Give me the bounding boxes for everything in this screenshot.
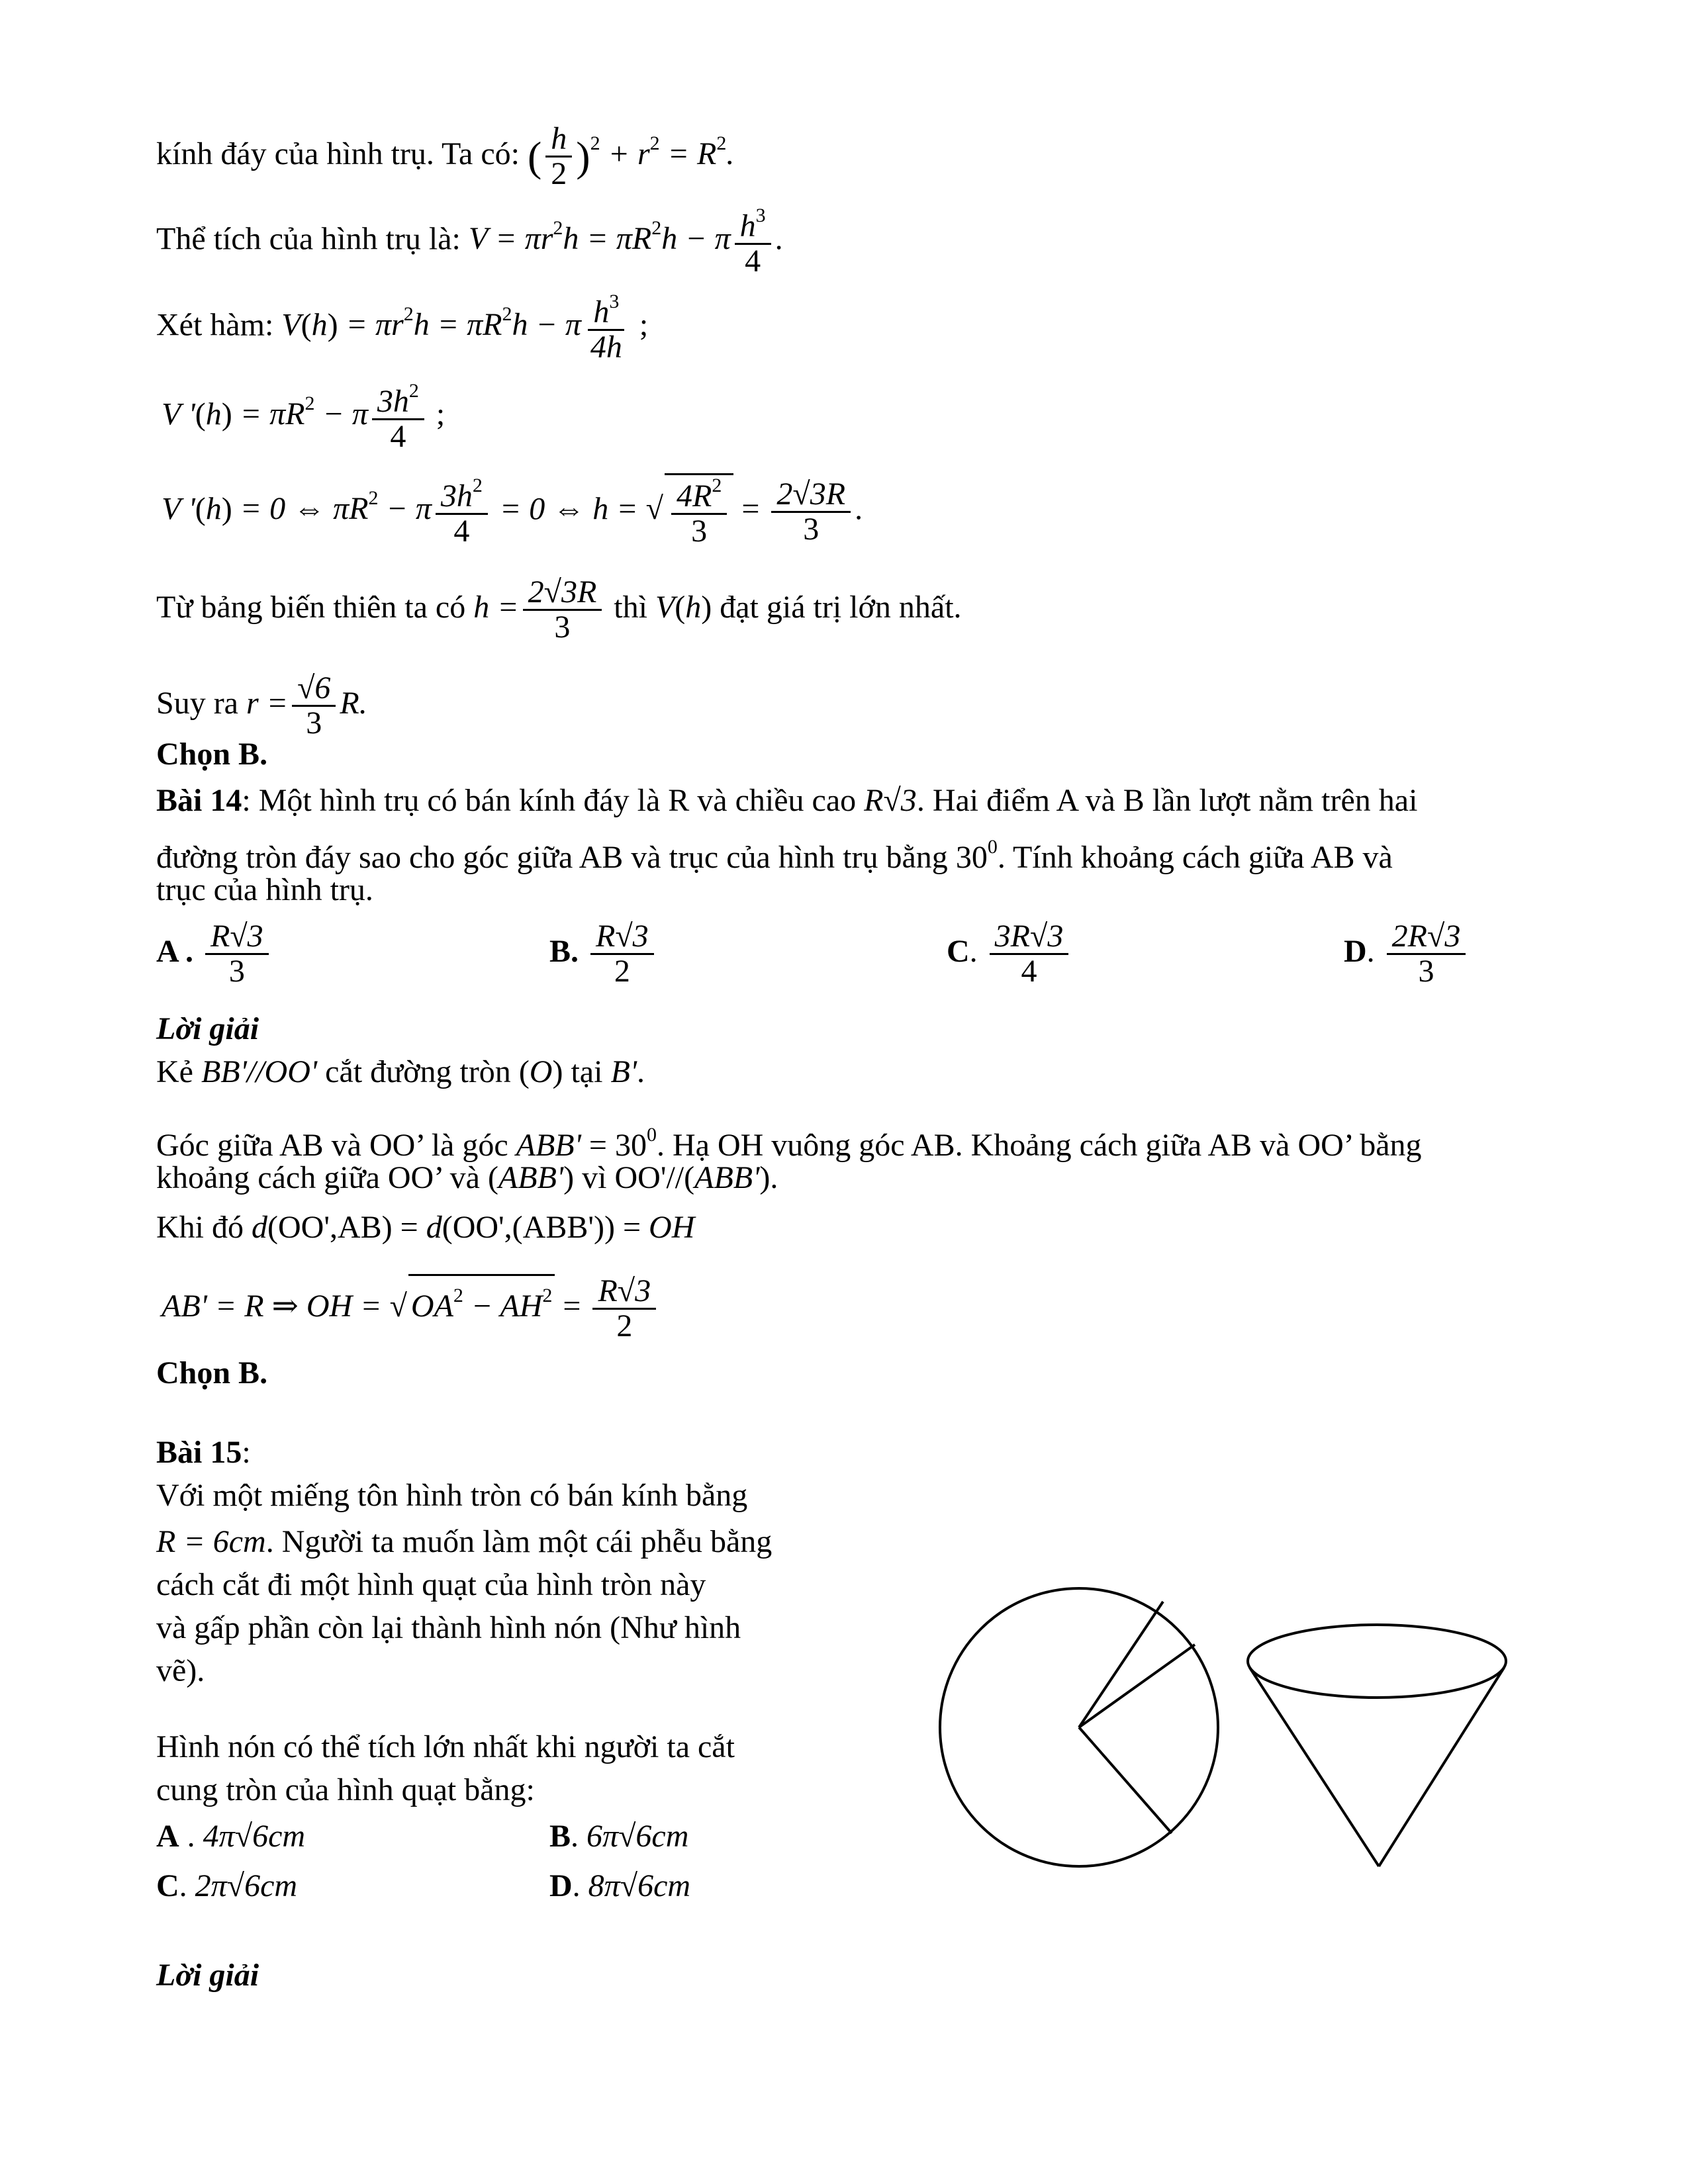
option-15-b[interactable]: B. 6π√6cm	[549, 1819, 689, 1854]
solution-title-15: Lời giải	[156, 1958, 259, 1993]
option-d[interactable]: D. $\frac{2R√3}{3}$	[1344, 920, 1470, 989]
option-15-a[interactable]: A . 4π√6cm	[156, 1819, 306, 1854]
problem-14-line3: trục của hình trụ.	[156, 872, 373, 907]
sector-line-3	[1079, 1727, 1172, 1833]
problem-15-p3: cách cắt đi một hình quạt của hình tròn này	[156, 1567, 706, 1602]
problem-15-q1: Hình nón có thể tích lớn nhất khi người ta cắt	[156, 1729, 735, 1764]
option-15-c[interactable]: C. 2π√6cm	[156, 1868, 298, 1903]
solution-14-step5: AB' = R ⇒ OH = √ $OA^2 - AH^2$ = $\frac{R√3}{2}$	[162, 1274, 660, 1343]
circle-cone-figure	[927, 1575, 1556, 1906]
option-a[interactable]: A . $\frac{R√3}{3}$	[156, 920, 273, 989]
solution-14-step2: Góc giữa AB và OO’ là góc $ABB' = 30^0$. Hạ OH vuông góc AB. Khoảng cách giữa AB và OO’ bằng	[156, 1124, 1422, 1163]
line-derivative: V '$(h) = \pi R^2 - \pi$ $\frac{3h^2}{4}$ ;	[162, 380, 445, 455]
solution-14-step4: Khi đó d(OO',AB) = d(OO',(ABB')) = OH	[156, 1210, 695, 1245]
solution-14-step3: khoảng cách giữa OO’ và (ABB') vì OO'//(ABB').	[156, 1160, 778, 1195]
sector-line-2	[1079, 1645, 1195, 1727]
line-derivative-zero: V '(h) = 0 ⇔ $\pi R^2 - \pi$ $\frac{3h^2}{4}$ = 0 ⇔ h = √ $\frac{4R^2}{3}$ = $\frac{2√3R}{3}$ .	[162, 473, 863, 549]
problem-15-p2: R = 6cm. Người ta muốn làm một cái phễu bằng	[156, 1524, 773, 1559]
answer-choice-14: Chọn B.	[156, 1355, 268, 1390]
sector-line-1	[1079, 1602, 1163, 1727]
problem-15-q2: cung tròn của hình quạt bằng:	[156, 1772, 535, 1807]
option-c[interactable]: C. $\frac{3R√3}{4}$	[947, 920, 1072, 989]
solution-14-step1: Kẻ BB'//OO' cắt đường tròn (O) tại B'.	[156, 1054, 645, 1089]
line-result-r: Suy ra r = $\frac{√6}{3}$ R.	[156, 670, 367, 741]
line-volume-formula: Thể tích của hình trụ là: $V = \pi r^2h = \pi R^2h - \pi$ $\frac{h^3}{4}$ .	[156, 205, 783, 279]
problem-15-p4: và gấp phần còn lại thành hình nón (Như hình	[156, 1610, 741, 1645]
problem-15-title: Bài 15:	[156, 1435, 251, 1470]
problem-14-line1: Bài 14: Một hình trụ có bán kính đáy là R và chiều cao R√3. Hai điểm A và B lần lượt nằm trên hai	[156, 783, 1418, 818]
answer-choice-13: Chọn B.	[156, 737, 268, 772]
problem-15-p5: vẽ).	[156, 1653, 205, 1688]
line-variation-table: Từ bảng biến thiên ta có h = $\frac{2√3R}{3}$ thì V(h) đạt giá trị lớn nhất.	[156, 574, 962, 645]
problem-15-p1: Với một miếng tôn hình tròn có bán kính bằng	[156, 1478, 748, 1513]
line-function-def: Xét hàm: $V(h) = \pi r^2h = \pi R^2h - \pi$ $\frac{h^3}{4h}$ ;	[156, 291, 649, 365]
option-b[interactable]: B. $\frac{R√3}{2}$	[549, 920, 658, 989]
option-15-d[interactable]: D. 8π√6cm	[549, 1868, 691, 1903]
line-cylinder-relation: kính đáy của hình trụ. Ta có: ( $\frac{h}{2}$ )$^2 + r^2 = R^2$.	[156, 121, 735, 192]
solution-title-14: Lời giải	[156, 1011, 259, 1046]
cone-base	[1248, 1625, 1506, 1698]
problem-14-line2: đường tròn đáy sao cho góc giữa AB và trục của hình trụ bằng $30^0$. Tính khoảng cách giữa AB và	[156, 836, 1393, 875]
